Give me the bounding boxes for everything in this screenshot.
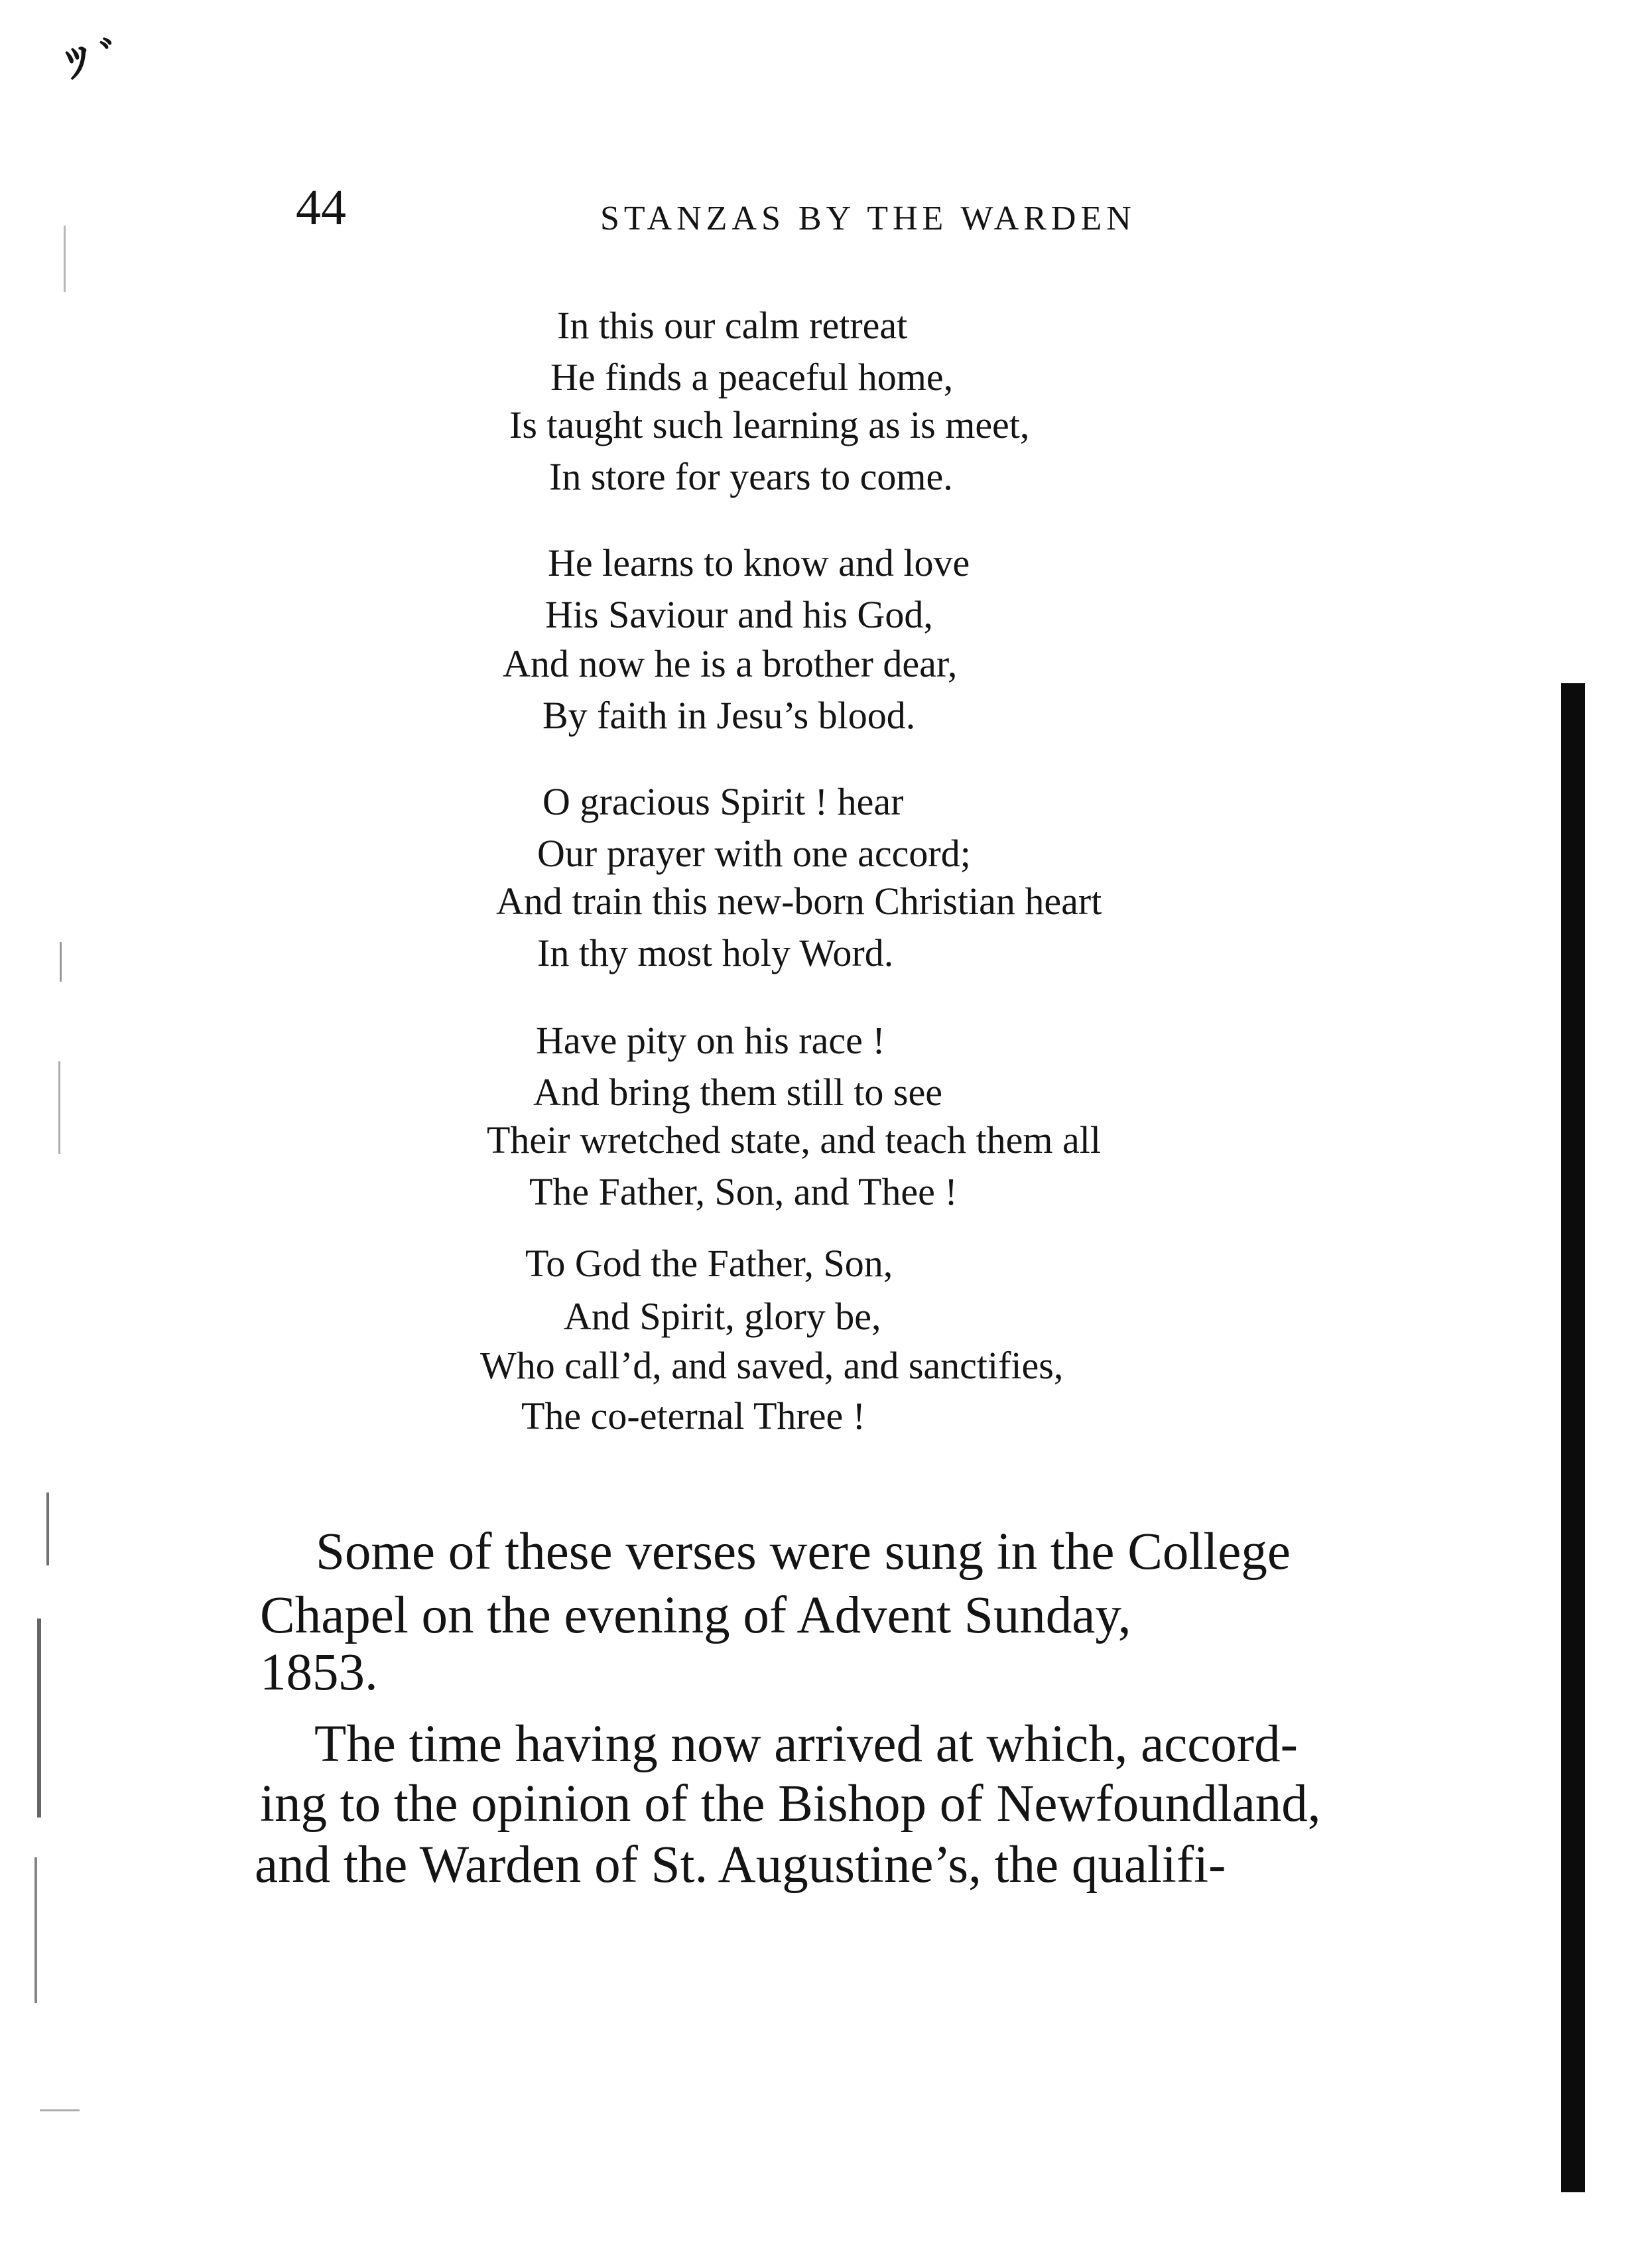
verse-line: And now he is a brother dear, <box>503 642 958 685</box>
prose-line: 1853. <box>260 1644 378 1701</box>
verse-line: The co-eternal Three ! <box>521 1394 865 1437</box>
verse-line: O gracious Spirit ! hear <box>542 780 904 823</box>
verse-line: Have pity on his race ! <box>536 1019 885 1062</box>
gutter-mark <box>60 942 62 982</box>
gutter-mark <box>40 2109 80 2111</box>
prose-line: ing to the opinion of the Bishop of Newfoundland, <box>260 1775 1321 1833</box>
prose-line: Chapel on the evening of Advent Sunday, <box>260 1587 1131 1644</box>
verse-line: Who call’d, and saved, and sanctifies, <box>480 1344 1064 1387</box>
verse-line: And train this new-born Christian heart <box>496 880 1102 923</box>
corner-mark: ﾂ ﾞ <box>64 33 129 88</box>
verse-line: In thy most holy Word. <box>537 931 894 974</box>
verse-line: In store for years to come. <box>549 455 953 498</box>
running-head: STANZAS BY THE WARDEN <box>600 200 1136 237</box>
verse-line: And Spirit, glory be, <box>564 1295 881 1338</box>
gutter-mark <box>58 1061 60 1154</box>
page-number: 44 <box>296 180 346 235</box>
verse-line: He learns to know and love <box>548 541 970 584</box>
verse-line: Our prayer with one accord; <box>537 832 971 875</box>
gutter-mark <box>34 1857 37 2003</box>
verse-line: He finds a peaceful home, <box>550 356 954 399</box>
verse-line: His Saviour and his God, <box>545 593 933 636</box>
verse-line: Their wretched state, and teach them all <box>487 1118 1101 1161</box>
verse-line: By faith in Jesu’s blood. <box>542 694 916 737</box>
gutter-mark <box>64 226 66 292</box>
prose-line: and the Warden of St. Augustine’s, the qualifi- <box>255 1836 1226 1894</box>
verse-line: The Father, Son, and Thee ! <box>529 1170 958 1213</box>
prose-line: Some of these verses were sung in the College <box>316 1523 1291 1581</box>
gutter-mark <box>37 1619 41 1818</box>
prose-line: The time having now arrived at which, accord- <box>314 1715 1298 1773</box>
verse-line: To God the Father, Son, <box>525 1242 893 1285</box>
scan-edge-bar <box>1561 683 1585 2192</box>
verse-line: In this our calm retreat <box>557 304 908 347</box>
gutter-mark <box>46 1492 49 1565</box>
verse-line: And bring them still to see <box>533 1071 942 1114</box>
verse-line: Is taught such learning as is meet, <box>509 403 1030 446</box>
